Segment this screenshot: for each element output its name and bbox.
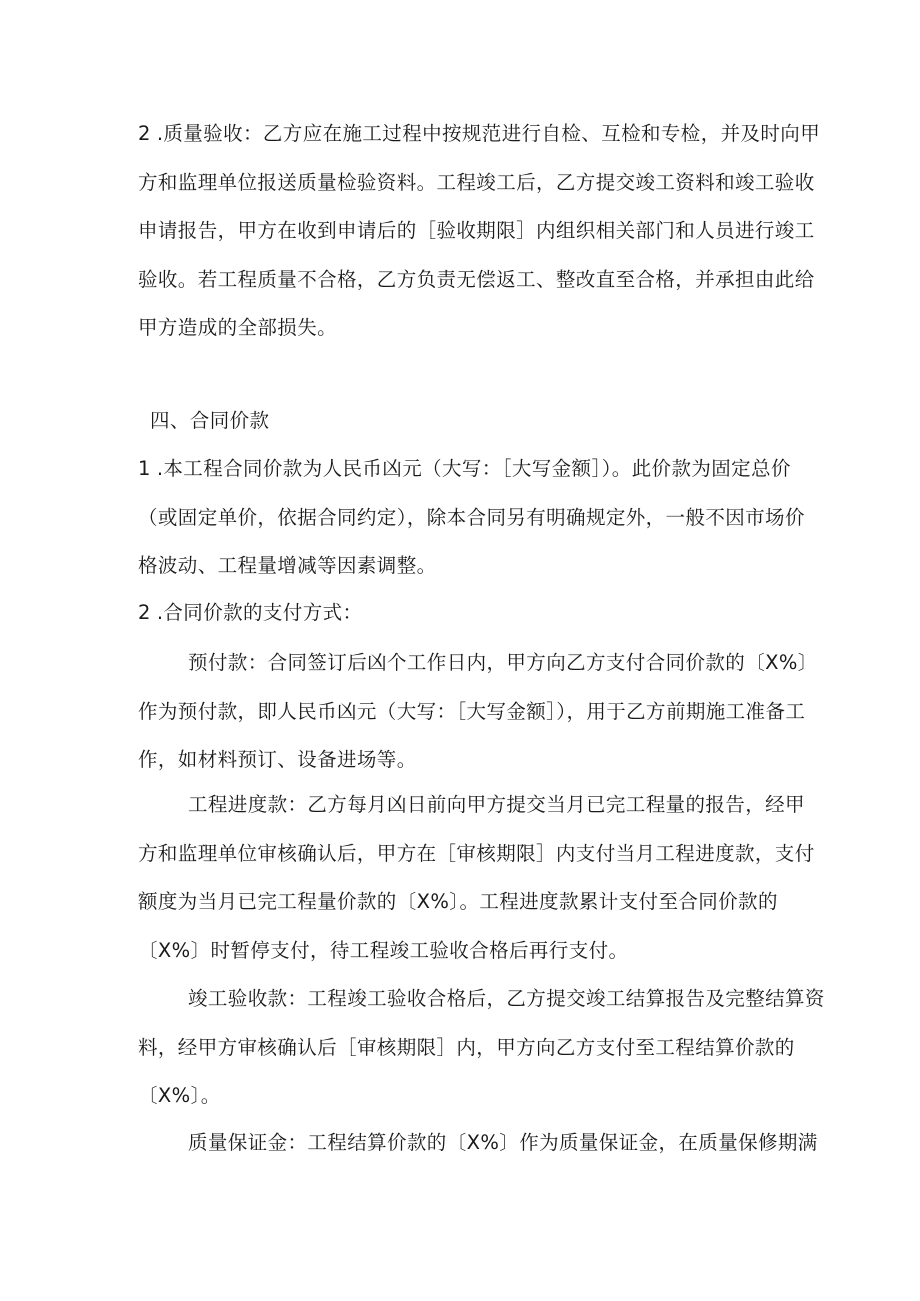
text-line: 作，如材料预订、设备进场等。: [138, 748, 417, 771]
item-number: 2: [138, 122, 151, 145]
text-line: 料，经甲方审核确认后［审核期限］内，甲方向乙方支付至工程结算价款的: [138, 1035, 795, 1059]
paragraph-progress-payment: [138, 781, 815, 975]
text-line: 验收。若工程质量不合格，乙方负责无偿返工、整改直至合格，并承担由此给: [138, 267, 815, 291]
paragraph-completion-payment: [138, 975, 825, 1121]
paragraph-contract-price: [138, 445, 805, 591]
text-line: 2 .合同价款的支付方式：: [138, 601, 363, 624]
item-number: 2: [138, 601, 151, 624]
text-line: 方和监理单位审核确认后，甲方在［审核期限］内支付当月工程进度款，支付: [138, 841, 815, 865]
text-line: 〔X%〕。: [138, 1084, 221, 1107]
text-line: 格波动、工程量增减等因素调整。: [138, 554, 437, 577]
text-line: 作为预付款，即人民币凶元（大写：［大写金额］），用于乙方前期施工准备工: [138, 699, 806, 723]
text-line: 额度为当月已完工程量价款的〔X%〕。工程进度款累计支付至合同价款的: [138, 890, 778, 913]
text-line: 1 .本工程合同价款为人民币凶元（大写：［大写金额］）。此价款为固定总价: [138, 457, 791, 480]
text-line: 工程进度款：乙方每月凶日前向甲方提交当月已完工程量的报告，经甲: [188, 793, 805, 816]
text-line: 〔X%〕时暂停支付，待工程竣工验收合格后再行支付。: [138, 938, 629, 962]
paragraph-advance-payment: [138, 639, 818, 785]
text-line: 竣工验收款：工程竣工验收合格后，乙方提交竣工结算报告及完整结算资: [188, 987, 825, 1010]
text-line: 预付款：合同签订后凶个工作日内，甲方向乙方支付合同价款的〔X%〕: [188, 651, 818, 674]
paragraph-quality-deposit: [138, 1119, 818, 1168]
text-line: 方和监理单位报送质量检验资料。工程竣工后，乙方提交竣工资料和竣工验收: [138, 170, 815, 194]
paragraph-quality-acceptance: [138, 110, 821, 353]
text-line: 甲方造成的全部损失。: [138, 316, 338, 339]
text-line: 2 .质量验收：乙方应在施工过程中按规范进行自检、互检和专检，并及时向甲: [138, 122, 821, 145]
section-heading: 四、合同价款: [150, 409, 270, 432]
text-line: 质量保证金：工程结算价款的〔X%〕作为质量保证金，在质量保修期满: [188, 1131, 818, 1154]
paragraph-payment-method: [138, 589, 788, 638]
item-number: 1: [138, 457, 151, 480]
text-line: 申请报告，甲方在收到申请后的［验收期限］内组织相关部门和人员进行竣工: [138, 219, 815, 242]
text-line: （或固定单价，依据合同约定），除本合同另有明确规定外，一般不因市场价: [138, 505, 805, 529]
